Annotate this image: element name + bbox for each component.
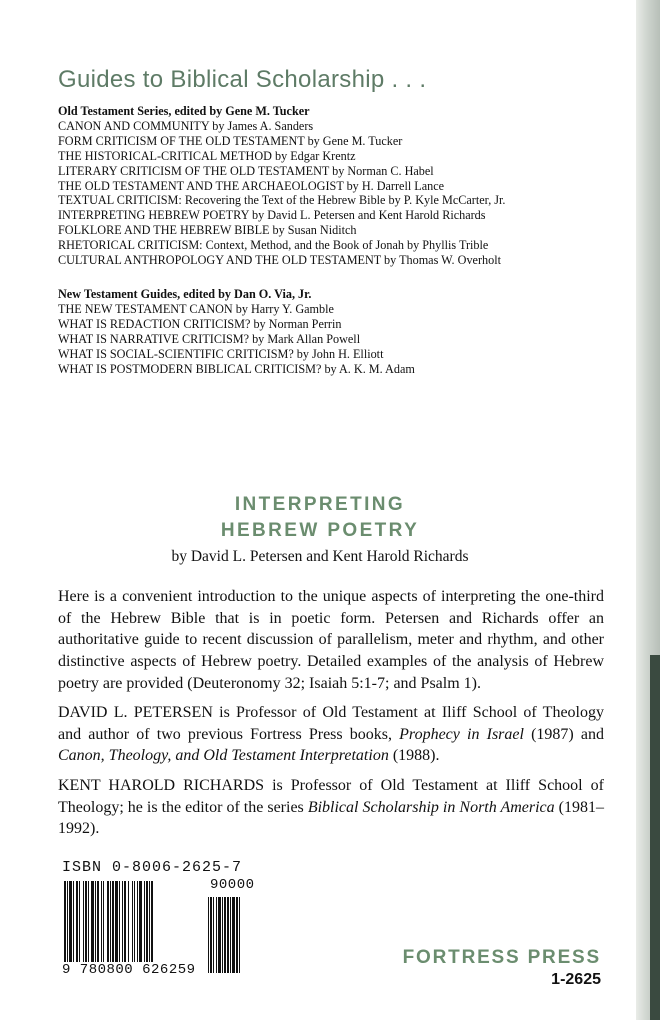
book-title-italic: Canon, Theology, and Old Testament Interpretation	[58, 747, 389, 765]
spine-stripe	[650, 655, 660, 1020]
book-entry: FORM CRITICISM OF THE OLD TESTAMENT by Gene M. Tucker	[58, 133, 403, 148]
book-title	[0, 492, 640, 544]
barcode-bar	[227, 897, 229, 973]
author-bio-richards	[58, 775, 604, 840]
book-entry: CULTURAL ANTHROPOLOGY AND THE OLD TESTAMENT by Thomas W. Overholt	[58, 253, 501, 268]
book-entry: RHETORICAL CRITICISM: Context, Method, and the Book of Jonah by Phyllis Trible	[58, 238, 489, 253]
ot-series-editor: Old Testament Series, edited by Gene M. Tucker	[58, 104, 310, 118]
publisher-name: FORTRESS PRESS	[402, 947, 601, 968]
book-entry: CANON AND COMMUNITY by James A. Sanders	[58, 118, 314, 133]
barcode-bar	[139, 881, 142, 963]
bio-text: DAVID L. PETERSEN is Professor of Old Testament at Iliff School of Theology and author of two previous Fortress Press books,	[58, 704, 604, 743]
book-entry: WHAT IS POSTMODERN BIBLICAL CRITICISM? by A. K. M. Adam	[58, 361, 415, 376]
barcode-bar	[119, 881, 120, 963]
barcode-bar	[232, 897, 235, 973]
book-entry: THE NEW TESTAMENT CANON by Harry Y. Gamble	[58, 301, 334, 316]
book-entry: WHAT IS NARRATIVE CRITICISM? by Mark Allan Powell	[58, 331, 361, 346]
barcode-bar	[137, 881, 138, 963]
barcode-bar	[83, 881, 84, 963]
barcode-bar	[101, 881, 102, 963]
barcode-bar	[85, 881, 87, 963]
book-entry: THE OLD TESTAMENT AND THE ARCHAEOLOGIST by H. Darrell Lance	[58, 178, 445, 193]
book-entry: TEXTUAL CRITICISM: Recovering the Text of the Hebrew Bible by P. Kyle McCarter, Jr.	[58, 193, 506, 208]
barcode-bar	[132, 881, 133, 963]
barcode-bar	[103, 881, 104, 963]
book-byline: by David L. Petersen and Kent Harold Richards	[171, 548, 469, 565]
bio-text: (1987) and	[523, 725, 604, 743]
barcode-bar	[91, 881, 94, 963]
book-title-line1: INTERPRETING	[234, 494, 406, 515]
barcode-bar	[97, 881, 99, 963]
book-description: Here is a convenient introduction to the unique aspects of interpreting the one-third of the Hebrew Bible that is in poetic form. Petersen and Richards offer an authoritative guide to recent discussion of parallelism, meter and rhythm, and other distinctive aspects of Hebrew poetry. Detailed examples of the analysis of Hebrew poetry are provided (Deuteronomy 32; Isaiah 5:1-7; and Psalm 1).	[58, 588, 604, 692]
barcode-bar	[122, 881, 123, 963]
bio-text: (1981–1992).	[58, 798, 605, 838]
barcode-bar	[95, 881, 96, 963]
book-entry: THE HISTORICAL-CRITICAL METHOD by Edgar Krentz	[58, 148, 356, 163]
book-title-line2: HEBREW POETRY	[220, 520, 420, 541]
barcode-bar	[67, 881, 68, 973]
barcode-bar	[76, 881, 78, 963]
book-entry: LITERARY CRITICISM OF THE OLD TESTAMENT by Norman C. Habel	[58, 163, 434, 178]
book-entry: FOLKLORE AND THE HEBREW BIBLE by Susan Niditch	[58, 223, 357, 238]
barcode-bar	[115, 881, 118, 963]
series-title-italic: Biblical Scholarship in North America	[307, 798, 555, 816]
barcode-bar	[110, 881, 111, 963]
barcode-bar	[218, 897, 221, 973]
barcode-bar	[128, 881, 129, 963]
ot-series-list	[58, 104, 578, 268]
barcode-bar	[208, 897, 209, 973]
barcode-bar	[230, 897, 231, 973]
barcode-bar	[146, 881, 148, 963]
isbn-label: ISBN 0-8006-2625-7	[62, 859, 243, 876]
book-entry: WHAT IS SOCIAL-SCIENTIFIC CRITICISM? by John H. Elliott	[58, 346, 384, 361]
author-bio-petersen	[58, 702, 604, 767]
book-title-italic: Prophecy in Israel	[399, 725, 524, 743]
barcode-bar	[73, 881, 74, 963]
book-entry: INTERPRETING HEBREW POETRY by David L. Petersen and Kent Harold Richards	[58, 208, 486, 223]
price-code: 90000	[210, 877, 255, 893]
nt-series-editor: New Testament Guides, edited by Dan O. Via, Jr.	[58, 287, 312, 301]
ean-number: 9 780800 626259	[62, 962, 196, 978]
barcode-bar	[69, 881, 72, 963]
barcode-bar	[79, 881, 80, 963]
nt-series-list	[58, 287, 578, 376]
barcode-bar	[236, 897, 238, 973]
barcode-bar	[213, 897, 214, 973]
barcode-bar	[151, 881, 153, 973]
barcode-bar	[149, 881, 150, 973]
barcode-bar	[134, 881, 135, 963]
barcode-bar	[222, 897, 223, 973]
barcode-bar	[88, 881, 89, 963]
catalog-code: 1-2625	[551, 971, 601, 988]
barcode-bar	[210, 897, 212, 973]
barcode-bar	[239, 897, 240, 973]
bio-text: (1988).	[388, 747, 440, 765]
barcode-bar	[112, 881, 114, 963]
bio-text: KENT HAROLD RICHARDS is Professor of Old Testament at Iliff School of Theology; he is the editor of the series	[58, 777, 604, 816]
barcode-bar	[144, 881, 145, 963]
barcode-bar	[64, 881, 66, 973]
barcode-bar	[224, 897, 226, 973]
barcode-bar	[107, 881, 109, 963]
barcode-bar	[124, 881, 126, 963]
book-entry: WHAT IS REDACTION CRITICISM? by Norman Perrin	[58, 316, 342, 331]
series-heading: Guides to Biblical Scholarship . . .	[58, 66, 427, 93]
barcode-bar	[216, 897, 217, 973]
